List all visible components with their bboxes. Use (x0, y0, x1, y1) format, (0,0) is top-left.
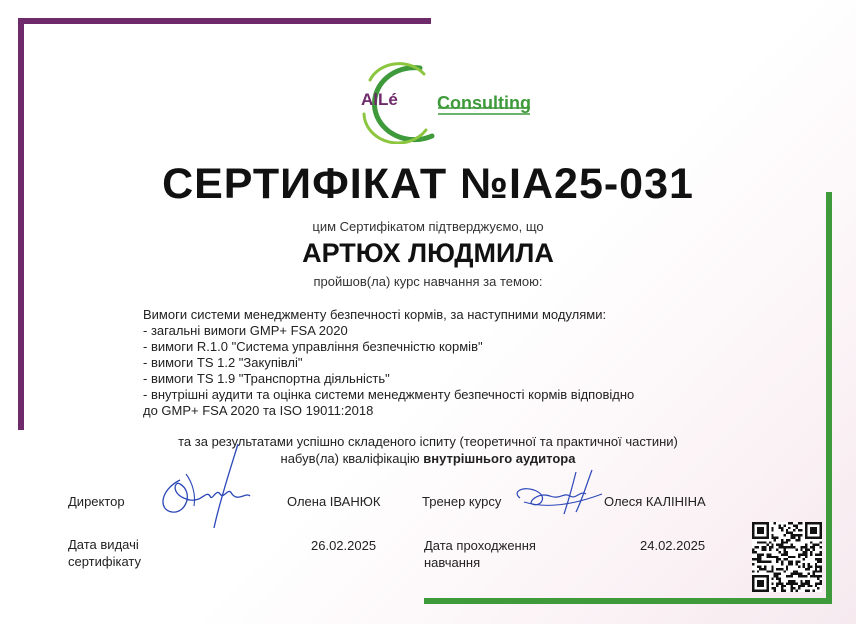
certificate-title: СЕРТИФІКАТ №IA25-031 (162, 160, 694, 208)
module-line: до GMP+ FSA 2020 та ISO 19011:2018 (143, 403, 374, 418)
director-label: Директор (68, 494, 125, 509)
module-line: - внутрішні аудити та оцінка системи менеджменту безпечності кормів відповідно (143, 387, 635, 402)
director-name: Олена ІВАНЮК (287, 494, 381, 509)
module-line: - вимоги TS 1.9 "Транспортна діяльність" (143, 371, 390, 386)
logo-brand-text: AlLé (361, 90, 398, 109)
certificate-intro: цим Сертифікатом підтверджуємо, що (312, 219, 544, 234)
training-date: 24.02.2025 (640, 538, 706, 553)
issue-date: 26.02.2025 (311, 538, 377, 553)
result-prefix: набув(ла) кваліфікацію (280, 451, 424, 466)
result-line-2 (0, 451, 856, 466)
issue-date-label-line: сертифікату (68, 554, 141, 569)
trainer-name: Олеся КАЛІНІНА (604, 494, 706, 509)
module-line: - загальні вимоги GMP+ FSA 2020 (143, 323, 348, 338)
course-modules (143, 307, 743, 419)
result-line-1: та за результатами успішно складеного іспиту (теоретичної та практичної частини) (178, 434, 678, 449)
issue-date-label-line: Дата видачі (68, 537, 139, 552)
logo-consulting-text: Consulting (437, 93, 531, 113)
module-line: - вимоги R.1.0 "Система управління безпечністю кормів" (143, 339, 483, 354)
training-date-label (424, 537, 536, 571)
issue-date-label (68, 536, 141, 570)
frame-bottom-border (424, 598, 832, 604)
qualification: внутрішнього аудитора (423, 451, 576, 466)
training-date-label-line: Дата проходження (424, 538, 536, 553)
completed-course-text: пройшов(ла) курс навчання за темою: (313, 274, 543, 289)
training-date-label-line: навчання (424, 555, 481, 570)
trainer-signature-icon (510, 468, 610, 518)
module-line: Вимоги системи менеджменту безпечності кормів, за наступними модулями: (143, 307, 607, 322)
module-line: - вимоги TS 1.2 "Закупівлі" (143, 355, 303, 370)
holder-name: АРТЮХ ЛЮДМИЛА (302, 238, 554, 268)
frame-top-border (18, 18, 431, 24)
trainer-label: Тренер курсу (422, 494, 502, 509)
qr-code-icon (752, 522, 822, 592)
director-signature-icon (150, 440, 270, 530)
